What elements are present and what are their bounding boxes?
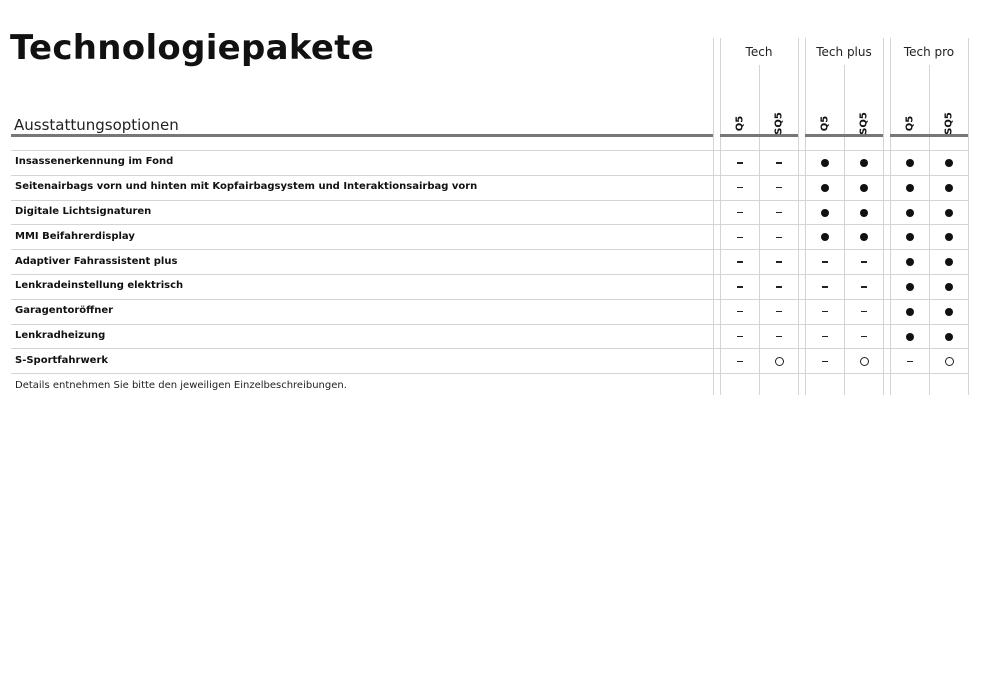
row-label: Lenkradeinstellung elektrisch (15, 280, 184, 292)
cell-not-available (759, 256, 799, 268)
open-circle-icon (945, 357, 954, 366)
cell-not-available (805, 330, 845, 342)
cell-standard (890, 156, 930, 168)
package-header: Tech pro (903, 45, 955, 59)
cell-not-available (805, 305, 845, 317)
cell-not-available (805, 280, 845, 292)
cell-standard (929, 256, 969, 268)
cell-not-available (759, 156, 799, 168)
open-circle-icon (860, 357, 869, 366)
cell-not-available (844, 330, 884, 342)
dash-icon (737, 237, 743, 239)
cell-not-available (759, 305, 799, 317)
dash-icon (822, 311, 828, 313)
row-divider (11, 373, 968, 374)
cell-not-available (720, 330, 760, 342)
cell-not-available (805, 355, 845, 367)
row-label: Adaptiver Fahrassistent plus (15, 255, 178, 267)
dash-icon (822, 336, 828, 338)
filled-dot-icon (945, 333, 953, 341)
dash-icon (907, 361, 913, 363)
cell-standard (890, 280, 930, 292)
row-divider (11, 348, 968, 349)
dash-icon (776, 162, 782, 164)
dash-icon (737, 311, 743, 313)
dash-icon (861, 311, 867, 313)
package-header: Tech (745, 45, 773, 59)
filled-dot-icon (945, 283, 953, 291)
cell-standard (929, 330, 969, 342)
cell-not-available (720, 156, 760, 168)
dash-icon (737, 286, 743, 288)
dash-icon (861, 336, 867, 338)
dash-icon (822, 261, 828, 263)
cell-not-available (720, 181, 760, 193)
cell-standard (929, 156, 969, 168)
dash-icon (776, 311, 782, 313)
column-divider (713, 38, 714, 395)
filled-dot-icon (906, 258, 914, 266)
row-label: Seitenairbags vorn und hinten mit Kopfairbagsystem und Interaktionsairbag vorn (15, 181, 478, 193)
filled-dot-icon (860, 233, 868, 241)
cell-standard (844, 181, 884, 193)
model-label: SQ5 (943, 112, 955, 135)
cell-standard (805, 231, 845, 243)
model-label: SQ5 (773, 112, 785, 135)
cell-standard (890, 256, 930, 268)
dash-icon (737, 187, 743, 189)
cell-not-available (890, 355, 930, 367)
filled-dot-icon (821, 209, 829, 217)
dash-icon (861, 261, 867, 263)
cell-not-available (844, 305, 884, 317)
cell-standard (844, 206, 884, 218)
cell-not-available (805, 256, 845, 268)
filled-dot-icon (945, 209, 953, 217)
cell-standard (890, 231, 930, 243)
row-divider (11, 224, 968, 225)
cell-optional (759, 355, 799, 367)
open-circle-icon (775, 357, 784, 366)
cell-standard (890, 181, 930, 193)
cell-not-available (720, 256, 760, 268)
filled-dot-icon (945, 233, 953, 241)
row-divider (11, 249, 968, 250)
cell-not-available (759, 206, 799, 218)
cell-optional (844, 355, 884, 367)
filled-dot-icon (945, 159, 953, 167)
cell-standard (890, 206, 930, 218)
cell-not-available (720, 231, 760, 243)
cell-not-available (720, 206, 760, 218)
dash-icon (737, 336, 743, 338)
cell-not-available (759, 231, 799, 243)
row-label: MMI Beifahrerdisplay (15, 230, 135, 242)
cell-not-available (720, 355, 760, 367)
filled-dot-icon (906, 308, 914, 316)
row-divider (11, 150, 968, 151)
section-subtitle: Ausstattungsoptionen (14, 116, 179, 134)
row-divider (11, 274, 968, 275)
page-title: Technologiepakete (10, 28, 375, 68)
dash-icon (737, 162, 743, 164)
filled-dot-icon (860, 209, 868, 217)
cell-standard (890, 330, 930, 342)
dash-icon (737, 212, 743, 214)
dash-icon (776, 187, 782, 189)
dash-icon (776, 261, 782, 263)
row-divider (11, 324, 968, 325)
subtitle-rule (11, 134, 714, 137)
cell-not-available (720, 305, 760, 317)
cell-standard (929, 305, 969, 317)
cell-standard (929, 206, 969, 218)
filled-dot-icon (906, 283, 914, 291)
model-label: Q5 (904, 115, 916, 132)
row-divider (11, 299, 968, 300)
dash-icon (776, 336, 782, 338)
filled-dot-icon (906, 159, 914, 167)
cell-not-available (759, 181, 799, 193)
filled-dot-icon (945, 184, 953, 192)
dash-icon (822, 286, 828, 288)
model-label: Q5 (819, 115, 831, 132)
cell-not-available (844, 256, 884, 268)
filled-dot-icon (906, 184, 914, 192)
package-rule (890, 134, 968, 137)
filled-dot-icon (945, 258, 953, 266)
dash-icon (861, 286, 867, 288)
cell-standard (844, 231, 884, 243)
cell-standard (844, 156, 884, 168)
package-rule (805, 134, 883, 137)
filled-dot-icon (906, 333, 914, 341)
row-label: Digitale Lichtsignaturen (15, 206, 152, 217)
dash-icon (737, 361, 743, 363)
filled-dot-icon (945, 308, 953, 316)
cell-not-available (720, 280, 760, 292)
cell-not-available (844, 280, 884, 292)
package-header: Tech plus (816, 45, 872, 59)
cell-standard (805, 206, 845, 218)
row-label: Insassenerkennung im Fond (15, 156, 174, 168)
filled-dot-icon (821, 184, 829, 192)
cell-not-available (759, 330, 799, 342)
cell-standard (805, 156, 845, 168)
filled-dot-icon (860, 159, 868, 167)
cell-standard (929, 280, 969, 292)
row-label: S-Sportfahrwerk (15, 354, 109, 366)
cell-standard (805, 181, 845, 193)
dash-icon (776, 237, 782, 239)
filled-dot-icon (906, 233, 914, 241)
model-label: SQ5 (858, 112, 870, 135)
model-label: Q5 (734, 115, 746, 132)
cell-standard (929, 231, 969, 243)
row-label: Lenkradheizung (15, 330, 106, 341)
filled-dot-icon (821, 233, 829, 241)
dash-icon (737, 261, 743, 263)
cell-standard (890, 305, 930, 317)
dash-icon (822, 361, 828, 363)
row-label: Garagentoröffner (15, 305, 114, 317)
filled-dot-icon (821, 159, 829, 167)
row-divider (11, 175, 968, 176)
footnote: Details entnehmen Sie bitte den jeweiligen Einzelbeschreibungen. (15, 380, 347, 391)
dash-icon (776, 212, 782, 214)
dash-icon (776, 286, 782, 288)
cell-optional (929, 355, 969, 367)
cell-not-available (759, 280, 799, 292)
cell-standard (929, 181, 969, 193)
filled-dot-icon (860, 184, 868, 192)
package-rule (720, 134, 798, 137)
row-divider (11, 200, 968, 201)
filled-dot-icon (906, 209, 914, 217)
